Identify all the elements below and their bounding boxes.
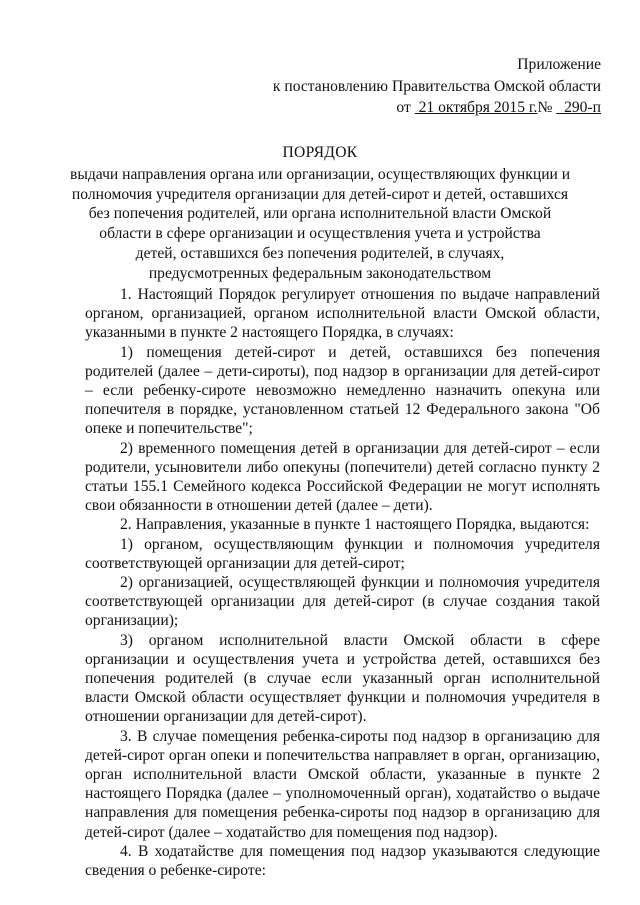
appendix-date-number [241, 97, 601, 119]
subtitle-line: полномочия учредителя организации для детей-сирот и детей, оставшихся [71, 185, 569, 203]
paragraph-2: 2. Направления, указанные в пункте 1 настоящего Порядка, выдаются: [120, 516, 590, 534]
paragraph-2-item-1: 1) органом, осуществляющим функции и полномочия учредителя соответствующей организации для детей-сирот; [85, 535, 600, 572]
paragraph-1-item-1: 1) помещения детей-сирот и детей, оставшихся без попечения родителей (далее – дети-сироты), под надзор в организации для детей-сирот – если ребенку-сироте невозможно немедленно назначить опекуна или попечителя в порядке, установленном статьей 12 Федерального закона "Об опеке и попечительстве"; [85, 343, 600, 438]
paragraph-2-item-2: 2) организацией, осуществляющей функции и полномочия учредителя соответствующей организации для детей-сирот (в случае создания такой организации); [85, 574, 600, 630]
date-prefix: от [396, 99, 411, 116]
subtitle-line: детей, оставшихся без попечения родителей, в случаях, [135, 244, 505, 262]
paragraph-4: 4. В ходатайстве для помещения под надзор указываются следующие сведения о ребенке-сироте: [85, 842, 600, 880]
resolution-date: 21 октября 2015 г. [418, 99, 538, 116]
document-body [85, 285, 600, 880]
paragraph-2-item-3: 3) органом исполнительной власти Омской области в сфере организации и осуществления учета и устройства детей, оставшихся без попечения родителей (в случае если указанный орган исполнительной власти Омской области осуществляет функции и полномочия учредителя в отношении организации для детей-сирот). [85, 631, 600, 726]
paragraph-1: 1. Настоящий Порядок регулирует отношения по выдаче направлений органом, организацией, органом исполнительной власти Омской области, указанными в пункте 2 настоящего Порядка, в случаях: [85, 286, 600, 342]
appendix-resolution: к постановлению Правительства Омской области [272, 77, 601, 95]
number-sign: № [537, 99, 553, 116]
subtitle-line: области в сфере организации и осуществления учета и устройства [99, 225, 541, 243]
subtitle-line: выдачи направления органа или организации, осуществляющих функции и [70, 166, 571, 183]
resolution-number: 290-п [564, 99, 601, 116]
appendix-label: Приложение [517, 56, 601, 73]
document-subtitle [70, 165, 570, 283]
paragraph-1-item-2: 2) временного помещения детей в организации для детей-сирот – если родители, усыновители либо опекуны (попечители) детей согласно пункту 2 статьи 155.1 Семейного кодекса Российской Федерации не могут исполнять свои обязанности в отношении детей (далее – дети). [85, 439, 600, 515]
subtitle-line: без попечения родителей, или органа исполнительной власти Омской [88, 205, 552, 223]
appendix-header [241, 54, 601, 119]
paragraph-3: 3. В случае помещения ребенка-сироты под надзор в организацию для детей-сирот орган опеки и попечительства направляет в орган, организацию, орган исполнительной власти Омской области, указанные в пункте 2 настоящего Порядка (далее – уполномоченный орган), ходатайство о выдаче направления для помещения ребенка-сироты под надзор в организацию для детей-сирот (далее – ходатайство для помещения под надзор). [85, 727, 600, 841]
document-title: ПОРЯДОК [282, 144, 358, 161]
subtitle-line: предусмотренных федеральным законодательством [148, 264, 492, 282]
